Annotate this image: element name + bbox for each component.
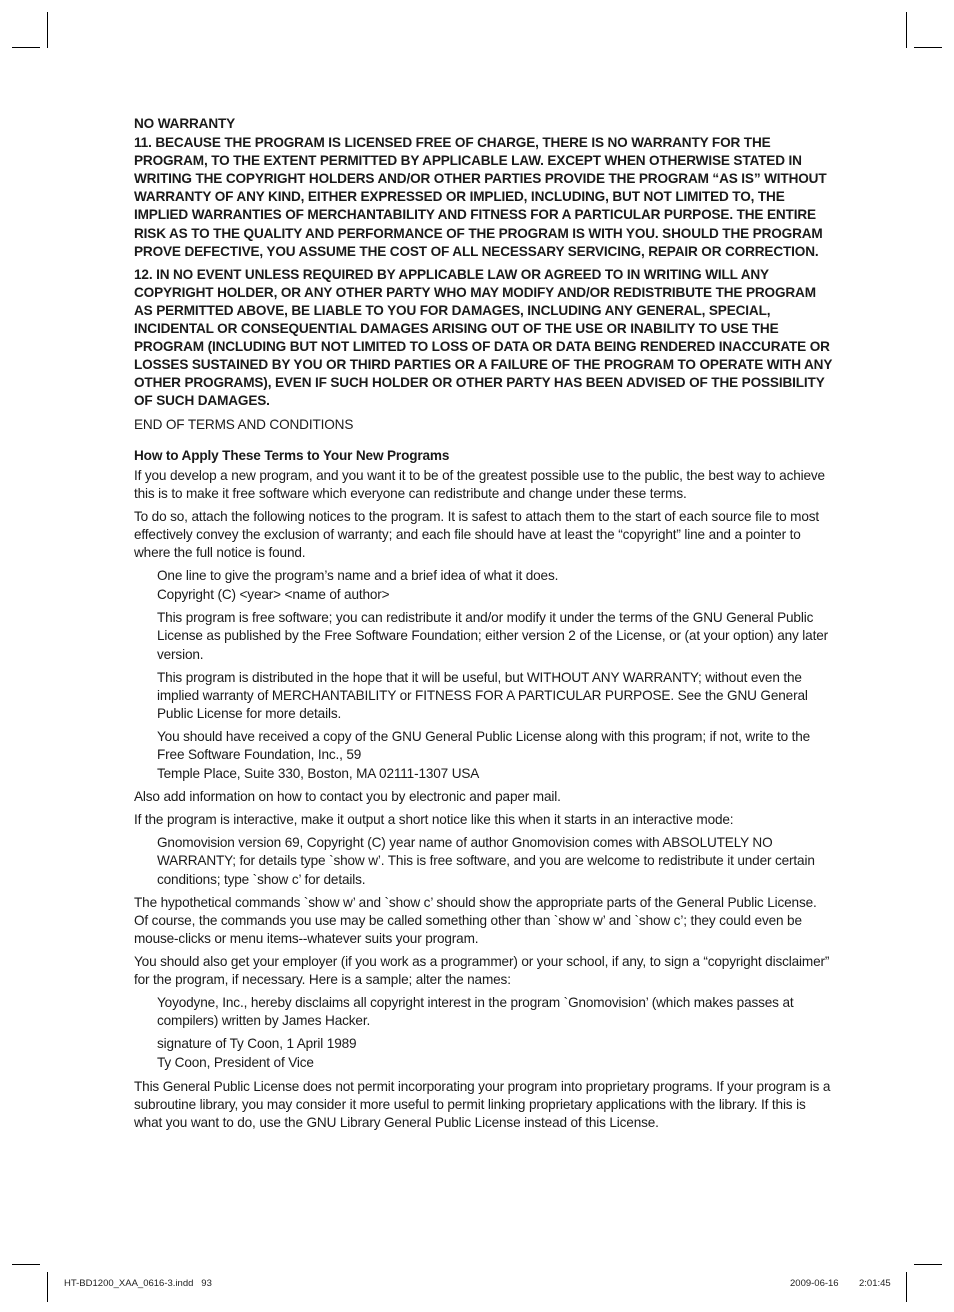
crop-mark bbox=[12, 47, 40, 48]
para-final: This General Public License does not permit incorporating your program into proprietary programs. If your program is a subroutine library, you may consider it more useful to permit linking proprietary applications with the library. If this is what you want to do, use the GNU Library General Public License instead of this License. bbox=[134, 1078, 831, 1130]
notice-copyright: Copyright (C) <year> <name of author> bbox=[157, 587, 390, 603]
notice-signature: signature of Ty Coon, 1 April 1989 bbox=[157, 1036, 357, 1052]
crop-mark bbox=[906, 12, 907, 48]
crop-mark bbox=[914, 47, 942, 48]
crop-mark bbox=[914, 1264, 942, 1265]
notice-tycoon: Ty Coon, President of Vice bbox=[157, 1055, 314, 1071]
end-terms: END OF TERMS AND CONDITIONS bbox=[134, 416, 354, 432]
para-contact: Also add information on how to contact you by electronic and paper mail. bbox=[134, 789, 561, 805]
para-interactive: If the program is interactive, make it output a short notice like this when it starts in an interactive mode: bbox=[134, 812, 734, 828]
crop-mark bbox=[47, 1272, 48, 1302]
clause-12: 12. IN NO EVENT UNLESS REQUIRED BY APPLICABLE LAW OR AGREED TO IN WRITING WILL ANY COPYRIGHT HOLDER, OR ANY OTHER PARTY WHO MAY MODIFY AND/OR REDISTRIBUTE THE PROGRAM AS PERMITTED ABOVE, BE LIABLE TO YOU FOR DAMAGES, INCLUDING ANY GENERAL, SPECIAL, INCIDENTAL OR CONSEQUENTIAL DAMAGES ARISING OUT OF THE USE OR INABILITY TO USE THE PROGRAM (INCLUDING BUT NOT LIMITED TO LOSS OF DATA OR DATA BEING RENDERED INACCURATE OR LOSSES SUSTAINED BY YOU OR THIRD PARTIES OR A FAILURE OF THE PROGRAM TO OPERATE WITH ANY OTHER PROGRAMS), EVEN IF SUCH HOLDER OR OTHER PARTY HAS BEEN ADVISED OF THE POSSIBILITY OF SUCH DAMAGES. bbox=[134, 266, 833, 409]
crop-mark bbox=[906, 1272, 907, 1302]
crop-mark bbox=[12, 1264, 40, 1265]
notice-free: This program is free software; you can redistribute it and/or modify it under the terms of the GNU General Public License as published by the Free Software Foundation; either version 2 of the License, or (at your option) any later version. bbox=[157, 610, 828, 662]
license-text bbox=[134, 115, 834, 1137]
crop-mark bbox=[47, 12, 48, 48]
howto-heading: How to Apply These Terms to Your New Programs bbox=[134, 447, 450, 463]
footer-date: 2009-06-16 bbox=[790, 1278, 839, 1289]
footer-time: 2:01:45 bbox=[859, 1278, 891, 1289]
clause-11: 11. BECAUSE THE PROGRAM IS LICENSED FREE OF CHARGE, THERE IS NO WARRANTY FOR THE PROGRAM, TO THE EXTENT PERMITTED BY APPLICABLE LAW. EXCEPT WHEN OTHERWISE STATED IN WRITING THE COPYRIGHT HOLDERS AND/OR OTHER PARTIES PROVIDE THE PROGRAM “AS IS” WITHOUT WARRANTY OF ANY KIND, EITHER EXPRESSED OR IMPLIED, INCLUDING, BUT NOT LIMITED TO, THE IMPLIED WARRANTIES OF MERCHANTABILITY AND FITNESS FOR A PARTICULAR PURPOSE. THE ENTIRE RISK AS TO THE QUALITY AND PERFORMANCE OF THE PROGRAM IS WITH YOU. SHOULD THE PROGRAM PROVE DEFECTIVE, YOU ASSUME THE COST OF ALL NECESSARY SERVICING, REPAIR OR CORRECTION. bbox=[134, 135, 827, 259]
para-employer: You should also get your employer (if you work as a programmer) or your school, if any, to sign a “copyright disclaimer” for the program, if necessary. Here is a sample; alter the names: bbox=[134, 953, 830, 988]
notice-oneline: One line to give the program’s name and a brief idea of what it does. bbox=[157, 568, 559, 584]
notice-received: You should have received a copy of the GNU General Public License along with this program; if not, write to the Free Software Foundation, Inc., 59 bbox=[157, 728, 811, 762]
notice-distributed: This program is distributed in the hope that it will be useful, but WITHOUT ANY WARRANTY; without even the implied warranty of MERCHANTABILITY or FITNESS FOR A PARTICULAR PURPOSE. See the GNU General Public License for more details. bbox=[157, 669, 808, 721]
notice-gnomovision: Gnomovision version 69, Copyright (C) year name of author Gnomovision comes with ABSOLUTELY NO WARRANTY; for details type `show w’. This is free software, and you are welcome to redistribute it under certain conditions; type `show c’ for details. bbox=[157, 835, 815, 887]
para-develop: If you develop a new program, and you want it to be of the greatest possible use to the public, the best way to achieve this is to make it free software which everyone can redistribute and change under these terms. bbox=[134, 467, 825, 501]
footer-file: HT-BD1200_XAA_0616-3.indd 93 bbox=[64, 1278, 212, 1289]
para-hypothetical: The hypothetical commands `show w’ and `show c’ should show the appropriate parts of the General Public License. Of course, the commands you use may be called something other than `show w’ and `show c’; they could even be mouse-clicks or menu items--whatever suits your program. bbox=[134, 894, 817, 946]
notice-address: Temple Place, Suite 330, Boston, MA 02111-1307 USA bbox=[157, 766, 480, 782]
para-todo: To do so, attach the following notices to the program. It is safest to attach them to the start of each source file to most effectively convey the exclusion of warranty; and each file should have at least the “copyright” line and a pointer to where the full notice is found. bbox=[134, 508, 820, 561]
notice-yoyodyne: Yoyodyne, Inc., hereby disclaims all copyright interest in the program `Gnomovision’ (which makes passes at compilers) written by James Hacker. bbox=[157, 995, 794, 1029]
no-warranty-heading: NO WARRANTY bbox=[134, 116, 236, 131]
